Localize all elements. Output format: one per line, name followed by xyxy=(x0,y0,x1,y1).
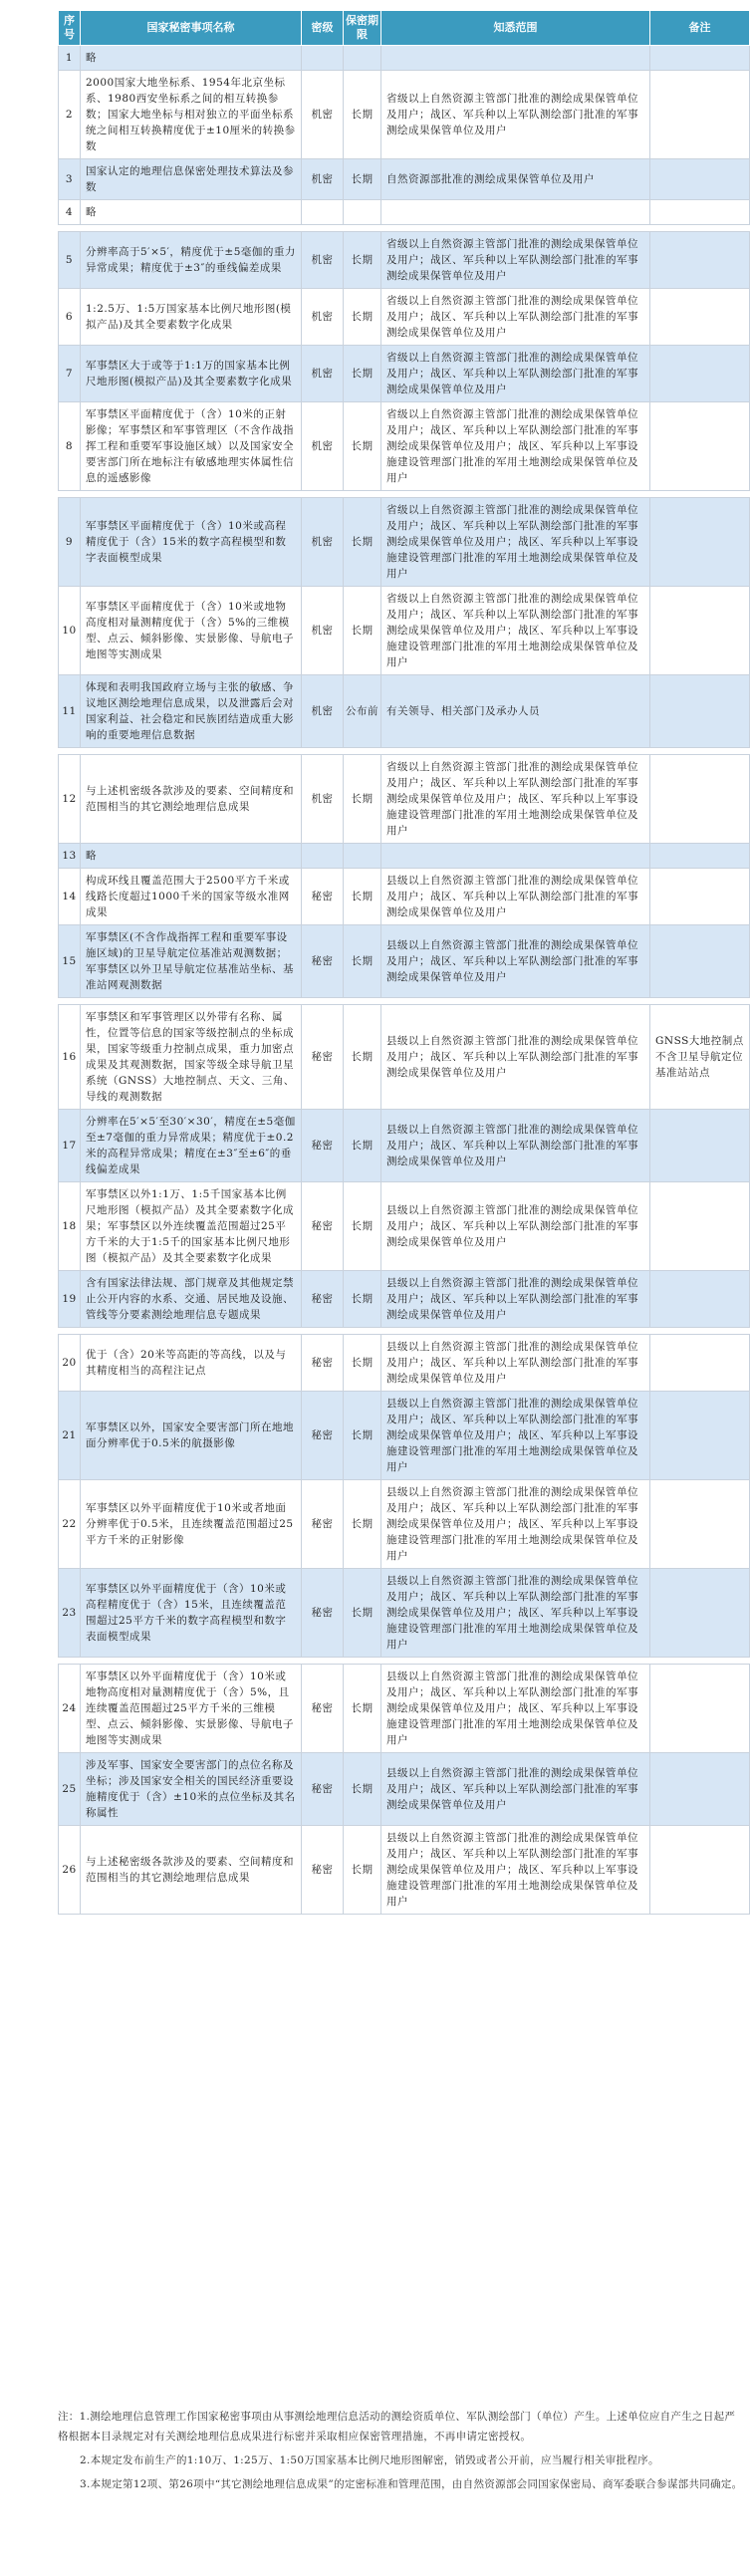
cell-level: 秘密 xyxy=(302,1335,344,1392)
cell-scope: 省级以上自然资源主管部门批准的测绘成果保管单位及用户；战区、军兵种以上军队测绘部门批准的军事测绘成果保管单位及用户 xyxy=(381,71,650,159)
col-header-level: 密级 xyxy=(302,11,344,46)
table-row xyxy=(59,1392,750,1480)
cell-level: 秘密 xyxy=(302,1480,344,1569)
cell-level: 机密 xyxy=(302,402,344,491)
cell-level: 秘密 xyxy=(302,869,344,925)
cell-scope: 县级以上自然资源主管部门批准的测绘成果保管单位及用户；战区、军兵种以上军队测绘部门批准的军事测绘成果保管单位及用户；战区、军兵种以上军事设施建设管理部门批准的军用土地测绘成果保管单位及用户 xyxy=(381,1569,650,1658)
cell-period: 长期 xyxy=(344,1480,381,1569)
col-header-num: 序号 xyxy=(59,11,81,46)
cell-period: 长期 xyxy=(344,755,381,844)
cell-remark xyxy=(650,1826,750,1915)
cell-scope: 省级以上自然资源主管部门批准的测绘成果保管单位及用户；战区、军兵种以上军队测绘部门批准的军事测绘成果保管单位及用户；战区、军兵种以上军事设施建设管理部门批准的军用土地测绘成果保管单位及用户 xyxy=(381,587,650,675)
cell-remark xyxy=(650,346,750,402)
table-row xyxy=(59,1665,750,1753)
cell-num: 23 xyxy=(59,1569,81,1658)
cell-num: 3 xyxy=(59,159,81,200)
cell-name: 军事禁区以外平面精度优于10米或者地面分辨率优于0.5米，且连续覆盖范围超过25平方千米的正射影像 xyxy=(81,1480,302,1569)
cell-num: 6 xyxy=(59,289,81,346)
cell-period: 长期 xyxy=(344,346,381,402)
cell-remark xyxy=(650,232,750,289)
cell-num: 11 xyxy=(59,675,81,748)
cell-remark xyxy=(650,1392,750,1480)
note-1: 注：1.测绘地理信息管理工作国家秘密事项由从事测绘地理信息活动的测绘资质单位、军队测绘部门（单位）产生。上述单位应自产生之日起严格根据本目录规定对有关测绘地理信息成果进行标密并采取相应保密管理措施，不再申请定密授权。 xyxy=(58,2411,736,2443)
table-row xyxy=(59,71,750,159)
cell-scope: 县级以上自然资源主管部门批准的测绘成果保管单位及用户；战区、军兵种以上军队测绘部门批准的军事测绘成果保管单位及用户 xyxy=(381,869,650,925)
cell-name: 军事禁区以外平面精度优于（含）10米或地物高度相对量测精度优于（含）5%，且连续覆盖范围超过25平方千米的三维模型、点云、倾斜影像、实景影像、导航电子地图等实测成果 xyxy=(81,1665,302,1753)
cell-name: 军事禁区以外平面精度优于（含）10米或高程精度优于（含）15米，且连续覆盖范围超过25平方千米的数字高程模型和数字表面模型成果 xyxy=(81,1569,302,1658)
cell-scope: 省级以上自然资源主管部门批准的测绘成果保管单位及用户；战区、军兵种以上军队测绘部门批准的军事测绘成果保管单位及用户 xyxy=(381,346,650,402)
cell-level: 机密 xyxy=(302,587,344,675)
col-header-name: 国家秘密事项名称 xyxy=(81,11,302,46)
cell-level xyxy=(302,46,344,71)
cell-scope: 省级以上自然资源主管部门批准的测绘成果保管单位及用户；战区、军兵种以上军队测绘部门批准的军事测绘成果保管单位及用户；战区、军兵种以上军事设施建设管理部门批准的军用土地测绘成果保管单位及用户 xyxy=(381,498,650,587)
cell-name: 军事禁区和军事管理区以外带有名称、属性，位置等信息的国家等级控制点的坐标成果，国家等级重力控制点成果，重力加密点成果及其观测数据，国家等级全球导航卫星系统（GNSS）大地控制点、天文、三角、导线的观测数据 xyxy=(81,1005,302,1110)
table-body xyxy=(59,46,750,1915)
cell-num: 24 xyxy=(59,1665,81,1753)
cell-period: 长期 xyxy=(344,71,381,159)
cell-scope: 县级以上自然资源主管部门批准的测绘成果保管单位及用户；战区、军兵种以上军队测绘部门批准的军事测绘成果保管单位及用户；战区、军兵种以上军事设施建设管理部门批准的军用土地测绘成果保管单位及用户 xyxy=(381,1826,650,1915)
cell-remark xyxy=(650,869,750,925)
cell-remark xyxy=(650,1665,750,1753)
cell-level xyxy=(302,844,344,869)
cell-level: 秘密 xyxy=(302,1271,344,1328)
cell-period: 长期 xyxy=(344,1182,381,1271)
cell-name: 涉及军事、国家安全要害部门的点位名称及坐标；涉及国家安全相关的国民经济重要设施精度优于（含）±10米的点位坐标及其名称属性 xyxy=(81,1753,302,1826)
cell-name: 军事禁区以外，国家安全要害部门所在地地面分辨率优于0.5米的航摄影像 xyxy=(81,1392,302,1480)
cell-period: 长期 xyxy=(344,1335,381,1392)
table-row xyxy=(59,1110,750,1182)
table-row xyxy=(59,46,750,71)
cell-remark xyxy=(650,1271,750,1328)
cell-scope: 县级以上自然资源主管部门批准的测绘成果保管单位及用户；战区、军兵种以上军队测绘部门批准的军事测绘成果保管单位及用户 xyxy=(381,1005,650,1110)
cell-remark xyxy=(650,1182,750,1271)
cell-scope xyxy=(381,46,650,71)
cell-name: 军事禁区(不含作战指挥工程和重要军事设施区域)的卫星导航定位基准站观测数据；军事禁区以外卫星导航定位基准站坐标、基准站网观测数据 xyxy=(81,925,302,998)
row-gap xyxy=(59,1328,750,1335)
cell-name: 与上述机密级各款涉及的要素、空间精度和范围相当的其它测绘地理信息成果 xyxy=(81,755,302,844)
cell-scope: 县级以上自然资源主管部门批准的测绘成果保管单位及用户；战区、军兵种以上军队测绘部门批准的军事测绘成果保管单位及用户 xyxy=(381,1110,650,1182)
cell-level: 秘密 xyxy=(302,1110,344,1182)
table-row xyxy=(59,869,750,925)
table-row xyxy=(59,498,750,587)
cell-num: 15 xyxy=(59,925,81,998)
cell-num: 1 xyxy=(59,46,81,71)
cell-period: 长期 xyxy=(344,1826,381,1915)
cell-remark xyxy=(650,1753,750,1826)
cell-scope: 县级以上自然资源主管部门批准的测绘成果保管单位及用户；战区、军兵种以上军队测绘部门批准的军事测绘成果保管单位及用户 xyxy=(381,1335,650,1392)
row-gap-cell xyxy=(59,998,750,1005)
secret-items-table-container xyxy=(58,10,749,1915)
row-gap-cell xyxy=(59,1658,750,1665)
cell-remark xyxy=(650,159,750,200)
row-gap-cell xyxy=(59,1328,750,1335)
cell-period: 长期 xyxy=(344,1392,381,1480)
cell-name: 略 xyxy=(81,844,302,869)
cell-name: 略 xyxy=(81,200,302,225)
cell-period: 长期 xyxy=(344,925,381,998)
cell-level: 秘密 xyxy=(302,1826,344,1915)
cell-period: 长期 xyxy=(344,587,381,675)
cell-name: 军事禁区平面精度优于（含）10米或高程精度优于（含）15米的数字高程模型和数字表面模型成果 xyxy=(81,498,302,587)
table-row xyxy=(59,675,750,748)
cell-remark: GNSS大地控制点不含卫星导航定位基准站站点 xyxy=(650,1005,750,1110)
table-row xyxy=(59,587,750,675)
cell-name: 1:2.5万、1:5万国家基本比例尺地形图(模拟产品)及其全要素数字化成果 xyxy=(81,289,302,346)
cell-level: 机密 xyxy=(302,71,344,159)
table-row xyxy=(59,289,750,346)
cell-period: 长期 xyxy=(344,159,381,200)
cell-period: 长期 xyxy=(344,289,381,346)
cell-remark xyxy=(650,587,750,675)
cell-scope: 自然资源部批准的测绘成果保管单位及用户 xyxy=(381,159,650,200)
cell-remark xyxy=(650,1480,750,1569)
table-row xyxy=(59,925,750,998)
row-gap xyxy=(59,748,750,755)
cell-num: 9 xyxy=(59,498,81,587)
table-row xyxy=(59,1480,750,1569)
cell-remark xyxy=(650,675,750,748)
note-3: 3.本规定第12项、第26项中“其它测绘地理信息成果”的定密标准和管理范围，由自然资源部会同国家保密局、商军委联合参谋部共同确定。 xyxy=(80,2478,743,2490)
cell-level: 秘密 xyxy=(302,1392,344,1480)
cell-name: 军事禁区平面精度优于（含）10米或地物高度相对量测精度优于（含）5%的三维模型、点云、倾斜影像、实景影像、导航电子地图等实测成果 xyxy=(81,587,302,675)
table-row xyxy=(59,402,750,491)
cell-remark xyxy=(650,1110,750,1182)
cell-name: 军事禁区平面精度优于（含）10米的正射影像；军事禁区和军事管理区（不含作战指挥工程和重要军事设施区域）以及国家安全要害部门所在地标注有敏感地理实体属性信息的遥感影像 xyxy=(81,402,302,491)
row-gap-cell xyxy=(59,491,750,498)
cell-remark xyxy=(650,71,750,159)
cell-period: 长期 xyxy=(344,1753,381,1826)
table-header-row xyxy=(59,11,750,46)
row-gap xyxy=(59,491,750,498)
cell-num: 13 xyxy=(59,844,81,869)
cell-level: 机密 xyxy=(302,289,344,346)
cell-scope: 省级以上自然资源主管部门批准的测绘成果保管单位及用户；战区、军兵种以上军队测绘部门批准的军事测绘成果保管单位及用户；战区、军兵种以上军事设施建设管理部门批准的军用土地测绘成果保管单位及用户 xyxy=(381,755,650,844)
cell-scope xyxy=(381,200,650,225)
col-header-remark: 备注 xyxy=(650,11,750,46)
cell-remark xyxy=(650,1335,750,1392)
cell-num: 25 xyxy=(59,1753,81,1826)
cell-remark xyxy=(650,498,750,587)
cell-num: 12 xyxy=(59,755,81,844)
cell-name: 优于（含）20米等高距的等高线，以及与其精度相当的高程注记点 xyxy=(81,1335,302,1392)
cell-num: 21 xyxy=(59,1392,81,1480)
cell-level: 机密 xyxy=(302,232,344,289)
note-2: 2.本规定发布前生产的1:10万、1:25万、1:50万国家基本比例尺地形图解密，销毁或者公开前，应当履行相关审批程序。 xyxy=(80,2454,659,2466)
cell-level: 秘密 xyxy=(302,1182,344,1271)
row-gap-cell xyxy=(59,748,750,755)
cell-remark xyxy=(650,925,750,998)
table-row xyxy=(59,1005,750,1110)
cell-period: 长期 xyxy=(344,1271,381,1328)
cell-remark xyxy=(650,402,750,491)
table-row xyxy=(59,1569,750,1658)
cell-scope xyxy=(381,844,650,869)
cell-remark xyxy=(650,289,750,346)
cell-name: 略 xyxy=(81,46,302,71)
cell-num: 17 xyxy=(59,1110,81,1182)
cell-remark xyxy=(650,1569,750,1658)
cell-scope: 有关领导、相关部门及承办人员 xyxy=(381,675,650,748)
cell-num: 26 xyxy=(59,1826,81,1915)
cell-num: 18 xyxy=(59,1182,81,1271)
cell-level: 秘密 xyxy=(302,1569,344,1658)
cell-period: 长期 xyxy=(344,232,381,289)
cell-period: 公布前 xyxy=(344,675,381,748)
cell-level: 机密 xyxy=(302,159,344,200)
cell-num: 7 xyxy=(59,346,81,402)
table-row xyxy=(59,755,750,844)
cell-num: 16 xyxy=(59,1005,81,1110)
cell-name: 国家认定的地理信息保密处理技术算法及参数 xyxy=(81,159,302,200)
cell-remark xyxy=(650,755,750,844)
cell-num: 20 xyxy=(59,1335,81,1392)
cell-period: 长期 xyxy=(344,1569,381,1658)
cell-period xyxy=(344,200,381,225)
cell-num: 10 xyxy=(59,587,81,675)
table-row xyxy=(59,1271,750,1328)
cell-level xyxy=(302,200,344,225)
cell-level: 机密 xyxy=(302,346,344,402)
cell-scope: 县级以上自然资源主管部门批准的测绘成果保管单位及用户；战区、军兵种以上军队测绘部门批准的军事测绘成果保管单位及用户 xyxy=(381,925,650,998)
cell-remark xyxy=(650,46,750,71)
cell-scope: 省级以上自然资源主管部门批准的测绘成果保管单位及用户；战区、军兵种以上军队测绘部门批准的军事测绘成果保管单位及用户；战区、军兵种以上军事设施建设管理部门批准的军用土地测绘成果保管单位及用户 xyxy=(381,402,650,491)
cell-remark xyxy=(650,200,750,225)
row-gap-cell xyxy=(59,225,750,232)
cell-name: 构成环线且覆盖范围大于2500平方千米或线路长度超过1000千米的国家等级水准网成果 xyxy=(81,869,302,925)
cell-name: 与上述秘密级各款涉及的要素、空间精度和范围相当的其它测绘地理信息成果 xyxy=(81,1826,302,1915)
cell-level: 机密 xyxy=(302,755,344,844)
cell-name: 军事禁区大于或等于1:1万的国家基本比例尺地形图(模拟产品)及其全要素数字化成果 xyxy=(81,346,302,402)
cell-period: 长期 xyxy=(344,869,381,925)
cell-scope: 县级以上自然资源主管部门批准的测绘成果保管单位及用户；战区、军兵种以上军队测绘部门批准的军事测绘成果保管单位及用户 xyxy=(381,1271,650,1328)
notes-section xyxy=(58,2407,745,2498)
cell-name: 军事禁区以外1:1万、1:5千国家基本比例尺地形图（模拟产品）及其全要素数字化成果；军事禁区以外连续覆盖范围超过25平方千米的大于1:5千的国家基本比例尺地形图（模拟产品）及其全要素数字化成果 xyxy=(81,1182,302,1271)
table-row xyxy=(59,159,750,200)
cell-period: 长期 xyxy=(344,1665,381,1753)
table-row xyxy=(59,1335,750,1392)
cell-num: 22 xyxy=(59,1480,81,1569)
cell-period: 长期 xyxy=(344,1005,381,1110)
cell-scope: 县级以上自然资源主管部门批准的测绘成果保管单位及用户；战区、军兵种以上军队测绘部门批准的军事测绘成果保管单位及用户 xyxy=(381,1753,650,1826)
cell-name: 分辨率高于5′×5′，精度优于±5毫伽的重力异常成果；精度优于±3″的垂线偏差成果 xyxy=(81,232,302,289)
cell-num: 19 xyxy=(59,1271,81,1328)
cell-period: 长期 xyxy=(344,1110,381,1182)
cell-scope: 县级以上自然资源主管部门批准的测绘成果保管单位及用户；战区、军兵种以上军队测绘部门批准的军事测绘成果保管单位及用户；战区、军兵种以上军事设施建设管理部门批准的军用土地测绘成果保管单位及用户 xyxy=(381,1665,650,1753)
cell-period xyxy=(344,844,381,869)
col-header-scope: 知悉范围 xyxy=(381,11,650,46)
cell-level: 秘密 xyxy=(302,1665,344,1753)
cell-name: 2000国家大地坐标系、1954年北京坐标系、1980西安坐标系之间的相互转换参数；国家大地坐标与相对独立的平面坐标系统之间相互转换精度优于±10厘米的转换参数 xyxy=(81,71,302,159)
cell-num: 4 xyxy=(59,200,81,225)
table-row xyxy=(59,232,750,289)
table-row xyxy=(59,1753,750,1826)
cell-scope: 县级以上自然资源主管部门批准的测绘成果保管单位及用户；战区、军兵种以上军队测绘部门批准的军事测绘成果保管单位及用户 xyxy=(381,1182,650,1271)
row-gap xyxy=(59,998,750,1005)
cell-name: 体现和表明我国政府立场与主张的敏感、争议地区测绘地理信息成果，以及泄露后会对国家利益、社会稳定和民族团结造成重大影响的重要地理信息数据 xyxy=(81,675,302,748)
cell-num: 8 xyxy=(59,402,81,491)
cell-level: 秘密 xyxy=(302,1005,344,1110)
cell-period: 长期 xyxy=(344,402,381,491)
cell-period: 长期 xyxy=(344,498,381,587)
cell-num: 2 xyxy=(59,71,81,159)
cell-remark xyxy=(650,844,750,869)
table-row xyxy=(59,844,750,869)
row-gap xyxy=(59,225,750,232)
cell-scope: 省级以上自然资源主管部门批准的测绘成果保管单位及用户；战区、军兵种以上军队测绘部门批准的军事测绘成果保管单位及用户 xyxy=(381,289,650,346)
secret-items-table xyxy=(58,10,750,1915)
cell-level: 秘密 xyxy=(302,925,344,998)
table-row xyxy=(59,200,750,225)
cell-scope: 县级以上自然资源主管部门批准的测绘成果保管单位及用户；战区、军兵种以上军队测绘部门批准的军事测绘成果保管单位及用户；战区、军兵种以上军事设施建设管理部门批准的军用土地测绘成果保管单位及用户 xyxy=(381,1392,650,1480)
table-row xyxy=(59,1826,750,1915)
table-row xyxy=(59,346,750,402)
cell-num: 14 xyxy=(59,869,81,925)
cell-name: 含有国家法律法规、部门规章及其他规定禁止公开内容的水系、交通、居民地及设施、管线等分要素测绘地理信息专题成果 xyxy=(81,1271,302,1328)
cell-name: 分辨率在5′×5′至30′×30′，精度在±5毫伽至±7毫伽的重力异常成果；精度优于±0.2米的高程异常成果；精度在±3″至±6″的垂线偏差成果 xyxy=(81,1110,302,1182)
cell-scope: 省级以上自然资源主管部门批准的测绘成果保管单位及用户；战区、军兵种以上军队测绘部门批准的军事测绘成果保管单位及用户 xyxy=(381,232,650,289)
cell-level: 秘密 xyxy=(302,1753,344,1826)
table-row xyxy=(59,1182,750,1271)
cell-num: 5 xyxy=(59,232,81,289)
cell-level: 机密 xyxy=(302,498,344,587)
col-header-period: 保密期限 xyxy=(344,11,381,46)
cell-period xyxy=(344,46,381,71)
cell-scope: 县级以上自然资源主管部门批准的测绘成果保管单位及用户；战区、军兵种以上军队测绘部门批准的军事测绘成果保管单位及用户；战区、军兵种以上军事设施建设管理部门批准的军用土地测绘成果保管单位及用户 xyxy=(381,1480,650,1569)
cell-level: 机密 xyxy=(302,675,344,748)
row-gap xyxy=(59,1658,750,1665)
